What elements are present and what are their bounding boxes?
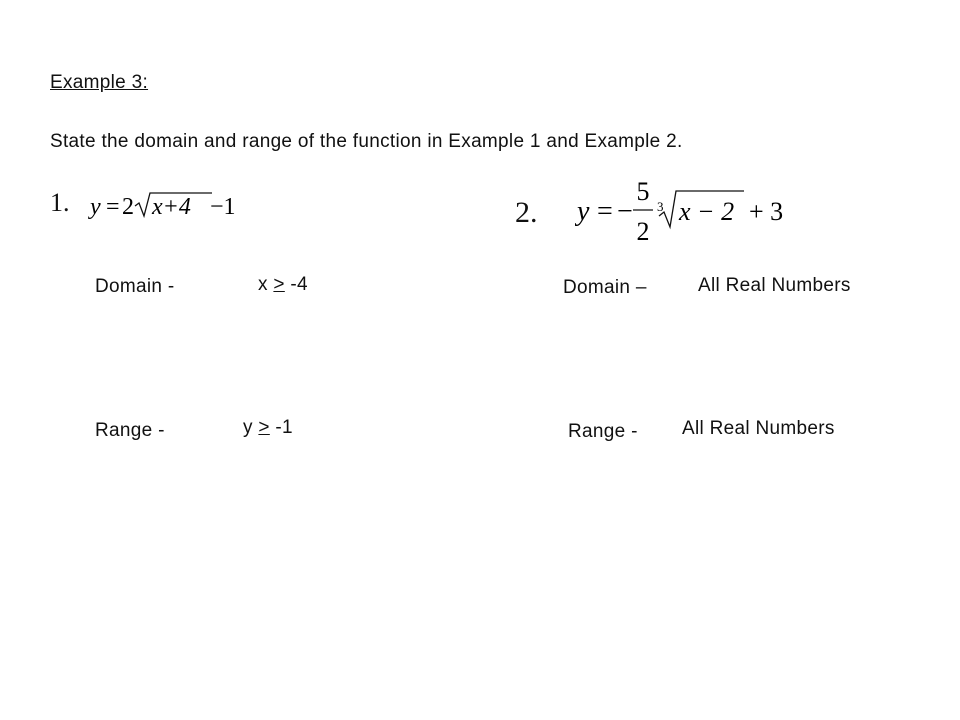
range-1-value: -1 — [275, 417, 293, 438]
eq2-tail: + 3 — [749, 197, 784, 226]
problem-2-equation — [575, 176, 800, 248]
eq2-neg: − — [617, 196, 633, 227]
eq2-equals: = — [597, 196, 613, 227]
eq2-frac-num: 5 — [636, 177, 650, 206]
problem-1-number: 1. — [50, 188, 70, 217]
problem-2-range-label: Range - — [568, 421, 638, 442]
eq1-coef: 2 — [122, 194, 134, 220]
eq1-equals: = — [106, 194, 120, 220]
eq1-tail: −1 — [210, 194, 236, 220]
domain-1-op: > — [273, 274, 285, 295]
problem-2-number: 2. — [515, 196, 538, 229]
problem-1-domain-answer — [258, 274, 308, 296]
eq1-radicand: x+4 — [152, 194, 191, 220]
range-1-var: y — [243, 417, 253, 438]
domain-1-value: -4 — [290, 274, 308, 295]
eq2-root-index: 3 — [657, 199, 664, 214]
eq2-lhs: y — [577, 196, 590, 227]
eq1-lhs: y — [90, 194, 101, 220]
problem-1-range-label: Range - — [95, 420, 165, 441]
eq2-frac-den: 2 — [636, 217, 650, 246]
example-heading: Example 3: — [50, 72, 149, 93]
problem-1-equation — [88, 190, 238, 224]
instruction-text: State the domain and range of the function in Example 1 and Example 2. — [50, 131, 683, 152]
problem-1-range-answer — [243, 417, 293, 439]
problem-2-domain-answer: All Real Numbers — [698, 275, 851, 296]
problem-2-domain-label: Domain – — [563, 277, 647, 298]
problem-2-range-answer: All Real Numbers — [682, 418, 835, 439]
problem-1-domain-label: Domain - — [95, 276, 175, 297]
range-1-op: > — [258, 417, 270, 438]
domain-1-var: x — [258, 274, 268, 295]
eq2-radicand: x − 2 — [679, 197, 735, 226]
